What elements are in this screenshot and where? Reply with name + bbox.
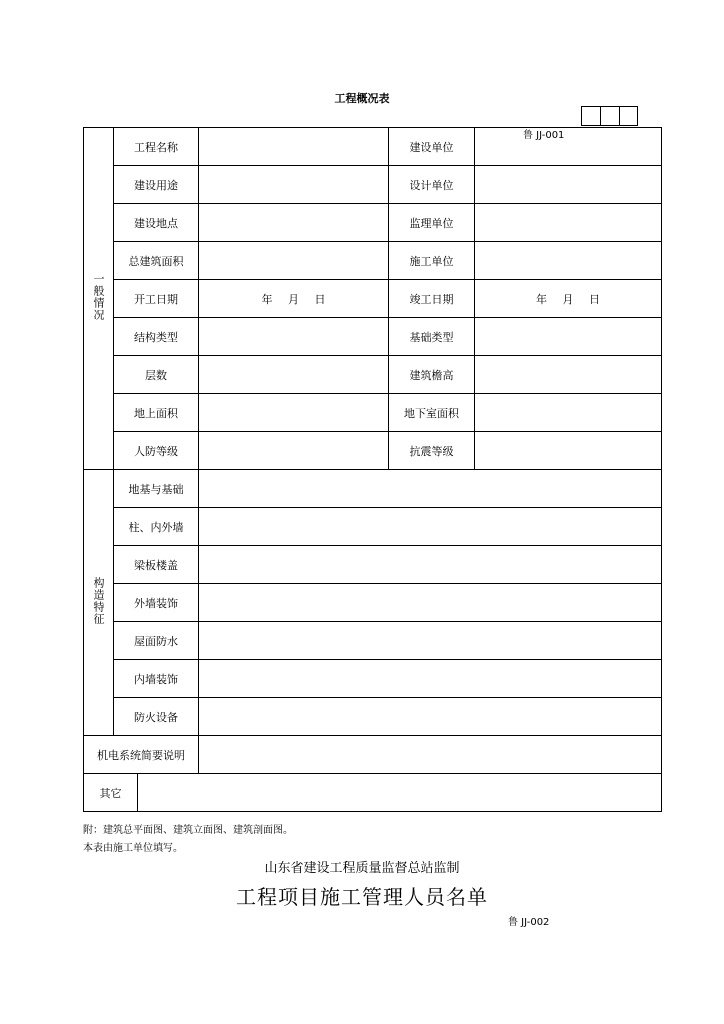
row-label: 人防等级 — [114, 432, 199, 470]
row-label: 地基与基础 — [114, 470, 199, 508]
value-cell[interactable] — [199, 242, 389, 280]
table-row — [84, 128, 662, 166]
table-row — [84, 736, 662, 774]
row-label: 建设单位 — [389, 128, 475, 166]
value-cell[interactable] — [199, 318, 389, 356]
next-form-code: 鲁 JJ-002 — [508, 917, 550, 928]
row-label: 屋面防水 — [114, 622, 199, 660]
table-row — [84, 622, 662, 660]
value-cell[interactable] — [199, 166, 389, 204]
table-row — [84, 166, 662, 204]
table-row — [84, 546, 662, 584]
section-general — [84, 128, 114, 470]
row-label: 施工单位 — [389, 242, 475, 280]
row-label: 建筑檐高 — [389, 356, 475, 394]
value-cell[interactable] — [475, 204, 662, 242]
row-label: 建设地点 — [114, 204, 199, 242]
value-cell[interactable] — [475, 318, 662, 356]
mep-label: 机电系统简要说明 — [84, 736, 199, 774]
value-cell[interactable] — [199, 432, 389, 470]
row-label: 竣工日期 — [389, 280, 475, 318]
row-label: 建设用途 — [114, 166, 199, 204]
table-row — [84, 660, 662, 698]
date-month: 月 — [562, 292, 574, 306]
date-day: 日 — [589, 292, 600, 306]
table-row — [84, 242, 662, 280]
value-cell[interactable] — [199, 622, 662, 660]
row-label: 工程名称 — [114, 128, 199, 166]
row-label: 抗震等级 — [389, 432, 475, 470]
table-row — [84, 204, 662, 242]
table-row — [84, 356, 662, 394]
row-label: 梁板楼盖 — [114, 546, 199, 584]
row-label: 地上面积 — [114, 394, 199, 432]
date-year: 年 — [261, 292, 273, 306]
form-code: 鲁 JJ-001 — [523, 130, 565, 141]
value-cell[interactable] — [199, 356, 389, 394]
code-box-3[interactable] — [619, 106, 638, 126]
table-row — [84, 584, 662, 622]
section-structure-label: 构造特征 — [92, 577, 105, 625]
value-cell[interactable] — [199, 394, 389, 432]
next-form-title: 工程项目施工管理人员名单 — [236, 885, 488, 909]
row-label: 开工日期 — [114, 280, 199, 318]
row-label: 外墙装饰 — [114, 584, 199, 622]
row-label: 内墙装饰 — [114, 660, 199, 698]
row-label: 层数 — [114, 356, 199, 394]
table-row — [84, 432, 662, 470]
value-cell[interactable] — [138, 774, 662, 812]
value-cell[interactable] — [199, 584, 662, 622]
value-cell[interactable] — [199, 470, 662, 508]
table-row — [84, 508, 662, 546]
fill-note: 本表由施工单位填写。 — [83, 843, 183, 854]
attachment-note: 附：建筑总平面图、建筑立面图、建筑剖面图。 — [83, 825, 293, 836]
row-label: 监理单位 — [389, 204, 475, 242]
code-box-1[interactable] — [581, 106, 600, 126]
table-row — [84, 470, 662, 508]
date-month: 月 — [288, 292, 299, 306]
form-title: 工程概况表 — [334, 92, 390, 105]
start-date-cell[interactable] — [199, 280, 389, 318]
issuing-organization: 山东省建设工程质量监督总站监制 — [264, 861, 460, 876]
row-label: 总建筑面积 — [114, 242, 199, 280]
value-cell[interactable] — [475, 166, 662, 204]
date-day: 日 — [314, 292, 326, 306]
section-general-label: 一般情况 — [92, 273, 105, 321]
value-cell[interactable] — [199, 546, 662, 584]
value-cell[interactable] — [475, 432, 662, 470]
value-cell[interactable] — [475, 128, 662, 166]
table-row — [84, 280, 662, 318]
row-label: 柱、内外墙 — [114, 508, 199, 546]
value-cell[interactable] — [199, 736, 662, 774]
row-label: 防火设备 — [114, 698, 199, 736]
value-cell[interactable] — [475, 242, 662, 280]
row-label: 地下室面积 — [389, 394, 475, 432]
project-overview-table — [83, 127, 662, 812]
code-boxes — [581, 106, 638, 126]
value-cell[interactable] — [475, 394, 662, 432]
table-row — [84, 318, 662, 356]
value-cell[interactable] — [199, 128, 389, 166]
end-date-cell[interactable] — [475, 280, 662, 318]
value-cell[interactable] — [199, 660, 662, 698]
other-label: 其它 — [84, 774, 138, 812]
code-box-2[interactable] — [600, 106, 619, 126]
row-label: 基础类型 — [389, 318, 475, 356]
table-row — [84, 394, 662, 432]
table-row — [84, 774, 662, 812]
row-label: 设计单位 — [389, 166, 475, 204]
row-label: 结构类型 — [114, 318, 199, 356]
value-cell[interactable] — [199, 508, 662, 546]
date-year: 年 — [536, 292, 547, 306]
table-row — [84, 698, 662, 736]
section-structure — [84, 470, 114, 736]
value-cell[interactable] — [199, 204, 389, 242]
value-cell[interactable] — [199, 698, 662, 736]
value-cell[interactable] — [475, 356, 662, 394]
